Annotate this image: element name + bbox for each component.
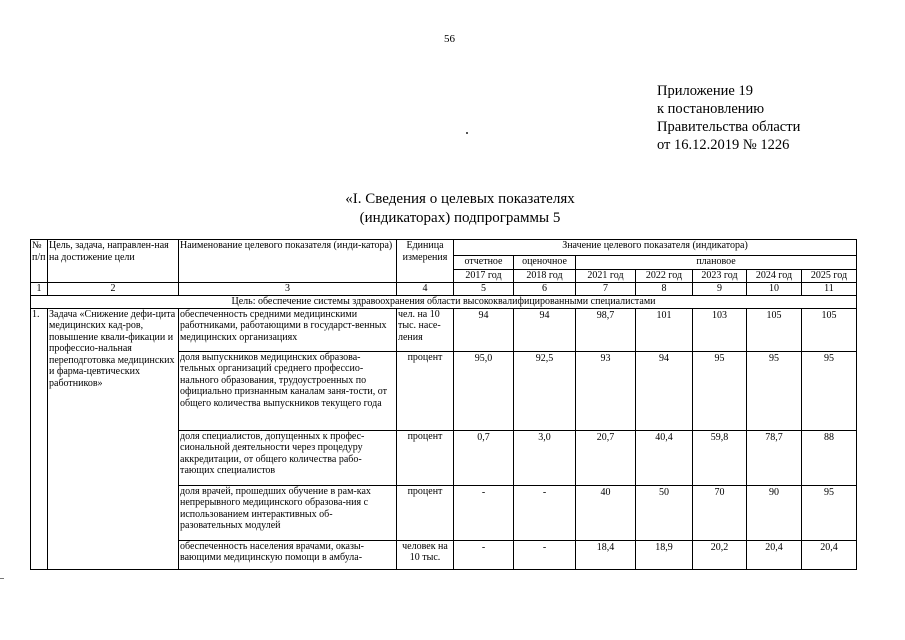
value-cell: 20,2 <box>693 540 747 569</box>
value-cell: 40 <box>576 485 636 540</box>
value-cell: 50 <box>636 485 693 540</box>
column-number: 1 <box>31 283 48 296</box>
indicator-unit: человек на 10 тыс. <box>397 540 454 569</box>
appendix-line: от 16.12.2019 № 1226 <box>657 137 790 153</box>
header-indicator: Наименование целевого показателя (инди-катора) <box>179 240 397 283</box>
value-cell: - <box>454 540 514 569</box>
value-cell: 20,7 <box>576 430 636 485</box>
title-line: «I. Сведения о целевых показателях <box>345 191 575 207</box>
header-unit: Единица измерения <box>397 240 454 283</box>
goal-row: Цель: обеспечение системы здравоохранения области высококвалифицированными специалистами <box>31 296 857 309</box>
indicator-name: доля выпускников медицинских образова-тельных организаций среднего профессио-нального образования, трудоустроенных по официально признанным каналам заня-тости, от общего количества выпускников текущего года <box>179 351 397 430</box>
value-cell: 98,7 <box>576 308 636 351</box>
task-number: 1. <box>31 308 48 569</box>
header-estimated: оценочное <box>514 256 576 270</box>
title-line: (индикаторах) подпрограммы 5 <box>359 210 561 226</box>
header-planned: плановое <box>576 256 857 270</box>
value-cell: 101 <box>636 308 693 351</box>
column-number: 6 <box>514 283 576 296</box>
header-reported: отчетное <box>454 256 514 270</box>
value-cell: 20,4 <box>747 540 802 569</box>
column-number: 3 <box>179 283 397 296</box>
column-number: 7 <box>576 283 636 296</box>
value-cell: 95 <box>802 351 857 430</box>
column-number: 2 <box>48 283 179 296</box>
value-cell: - <box>454 485 514 540</box>
value-cell: 95 <box>693 351 747 430</box>
value-cell: 94 <box>514 308 576 351</box>
appendix-line: Приложение 19 <box>657 83 753 99</box>
appendix-line: Правительства области <box>657 119 801 135</box>
value-cell: 92,5 <box>514 351 576 430</box>
value-cell: 20,4 <box>802 540 857 569</box>
header-year: 2023 год <box>693 270 747 283</box>
value-cell: 95,0 <box>454 351 514 430</box>
appendix-block <box>657 82 800 154</box>
value-cell: 3,0 <box>514 430 576 485</box>
value-cell: 88 <box>802 430 857 485</box>
header-num: № п/п <box>31 240 48 283</box>
value-cell: 103 <box>693 308 747 351</box>
value-cell: 95 <box>802 485 857 540</box>
value-cell: 70 <box>693 485 747 540</box>
indicators-table <box>30 239 857 570</box>
value-cell: - <box>514 540 576 569</box>
value-cell: 90 <box>747 485 802 540</box>
column-number: 10 <box>747 283 802 296</box>
indicator-name: доля специалистов, допущенных к профес-сиональной деятельности через процедуру аккредитации, от общего количества рабо-тающих специалистов <box>179 430 397 485</box>
value-cell: 78,7 <box>747 430 802 485</box>
header-goal: Цель, задача, направлен-ная на достижение цели <box>48 240 179 283</box>
value-cell: 40,4 <box>636 430 693 485</box>
column-number: 11 <box>802 283 857 296</box>
appendix-line: к постановлению <box>657 101 765 117</box>
header-year: 2017 год <box>454 270 514 283</box>
document-title <box>270 190 650 228</box>
header-year: 2021 год <box>576 270 636 283</box>
value-cell: 93 <box>576 351 636 430</box>
indicator-unit: процент <box>397 485 454 540</box>
indicator-unit: процент <box>397 351 454 430</box>
value-cell: 105 <box>747 308 802 351</box>
table-row <box>31 308 857 351</box>
column-number: 5 <box>454 283 514 296</box>
scan-edge-mark <box>0 578 4 579</box>
indicator-name: доля врачей, прошедших обучение в рам-ках непрерывного медицинского образова-ния с использованием интерактивных об-разовательных модулей <box>179 485 397 540</box>
value-cell: - <box>514 485 576 540</box>
column-number: 9 <box>693 283 747 296</box>
value-cell: 95 <box>747 351 802 430</box>
value-cell: 0,7 <box>454 430 514 485</box>
indicator-unit: чел. на 10 тыс. насе-ления <box>397 308 454 351</box>
scan-speck <box>466 132 468 134</box>
indicator-name: обеспеченность средними медицинскими работниками, работающими в государст-венных медицинских организациях <box>179 308 397 351</box>
header-value: Значение целевого показателя (индикатора) <box>454 240 857 256</box>
page-number: 56 <box>444 33 455 45</box>
header-year: 2018 год <box>514 270 576 283</box>
header-year: 2024 год <box>747 270 802 283</box>
value-cell: 18,4 <box>576 540 636 569</box>
value-cell: 59,8 <box>693 430 747 485</box>
header-year: 2022 год <box>636 270 693 283</box>
value-cell: 18,9 <box>636 540 693 569</box>
indicator-unit: процент <box>397 430 454 485</box>
value-cell: 94 <box>636 351 693 430</box>
column-number: 4 <box>397 283 454 296</box>
task-text: Задача «Снижение дефи-цита медицинских кад-ров, повышение квали-фикации и профессио-нальная переподготовка медицинских и фарма-цевтических работников» <box>48 308 179 569</box>
value-cell: 105 <box>802 308 857 351</box>
header-year: 2025 год <box>802 270 857 283</box>
indicator-name: обеспеченность населения врачами, оказы-вающими медицинскую помощи в амбула- <box>179 540 397 569</box>
column-number: 8 <box>636 283 693 296</box>
value-cell: 94 <box>454 308 514 351</box>
